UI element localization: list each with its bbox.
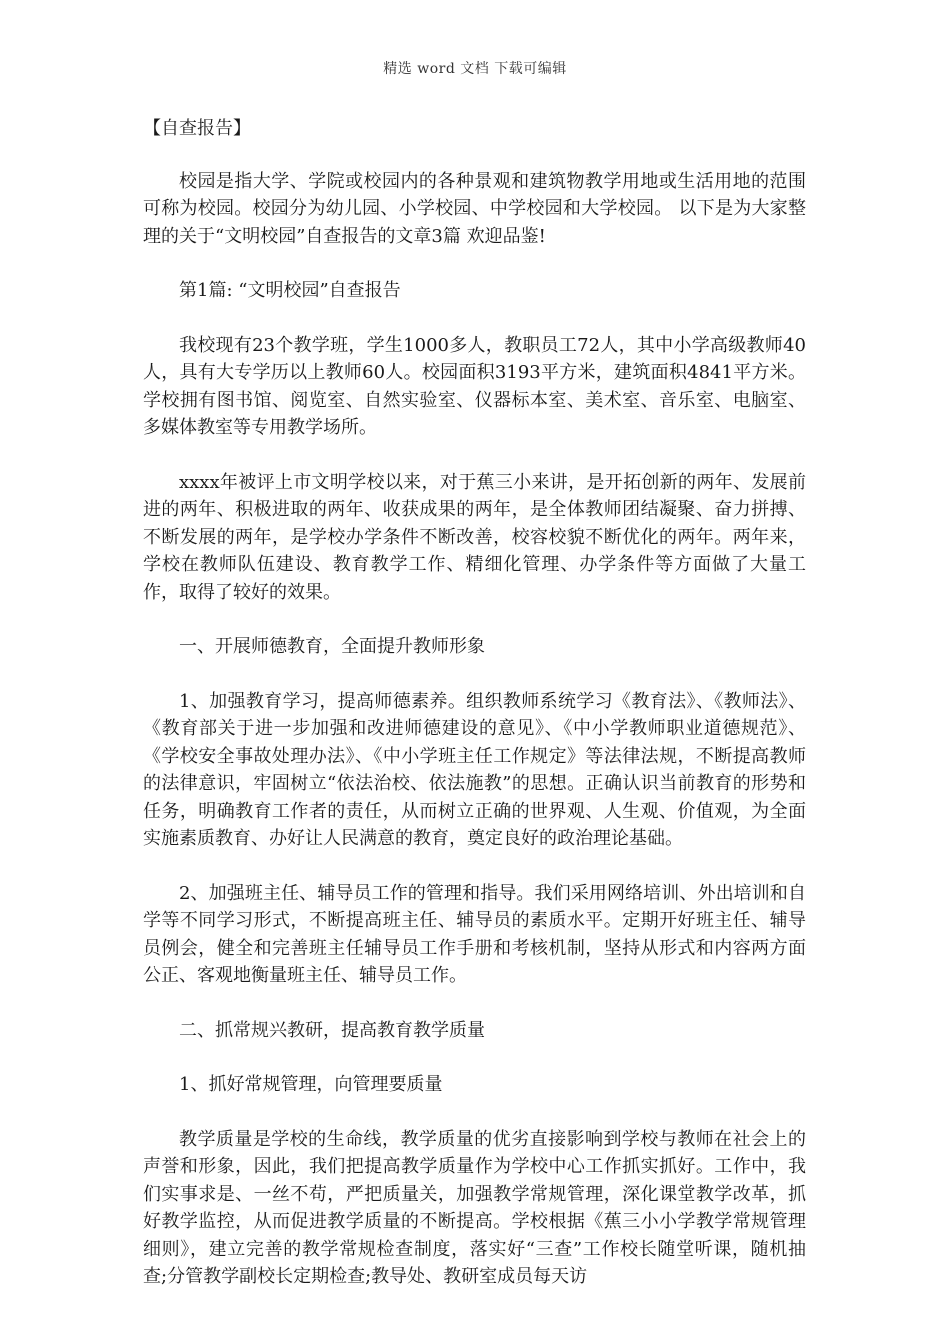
body-paragraph: xxxx年被评上市文明学校以来，对于蕉三小来讲，是开拓创新的两年、发展前进的两年、积极进取的两年、收获成果的两年，是全体教师团结凝聚、奋力拼搏、不断发展的两年，是学校办学条件不断改善，校容校貌不断优化的两年。两年来，学校在教师队伍建设、教育教学工作、精细化管理、办学条件等方面做了大量工作，取得了较好的效果。 xyxy=(143,471,806,603)
intro-paragraph: 校园是指大学、学院或校园内的各种景观和建筑物教学用地或生活用地的范围可称为校园。校园分为幼儿园、小学校园、中学校园和大学校园。 以下是为大家整理的关于“文明校园”自查报告的文章3篇 欢迎品鉴! xyxy=(143,170,806,247)
body-paragraph: 教学质量是学校的生命线，教学质量的优劣直接影响到学校与教师在社会上的声誉和形象，因此，我们把提高教学质量作为学校中心工作抓实抓好。工作中，我们实事求是、一丝不苟，严把质量关，加强教学常规管理，深化课堂教学改革，抓好教学监控，从而促进教学质量的不断提高。学校根据《蕉三小小学教学常规管理细则》，建立完善的教学常规检查制度，落实好“三查”工作校长随堂听课，随机抽查;分管教学副校长定期检查;教导处、教研室成员每天访 xyxy=(143,1128,806,1287)
body-paragraph: 1、加强教育学习，提高师德素养。组织教师系统学习《教育法》、《教师法》、《教育部关于进一步加强和改进师德建设的意见》、《中小学教师职业道德规范》、《学校安全事故处理办法》、《中小学班主任工作规定》等法律法规，不断提高教师的法律意识，牢固树立“依法治校、依法施教”的思想。正确认识当前教育的形势和任务，明确教育工作者的责任，从而树立正确的世界观、人生观、价值观，为全面实施素质教育、办好让人民满意的教育，奠定良好的政治理论基础。 xyxy=(143,690,806,849)
body-paragraph: 我校现有23个教学班，学生1000多人，教职员工72人，其中小学高级教师40人，具有大专学历以上教师60人。校园面积3193平方米，建筑面积4841平方米。学校拥有图书馆、阅览室、自然实验室、仪器标本室、美术室、音乐室、电脑室、多媒体教室等专用教学场所。 xyxy=(143,334,806,438)
subsection-heading: 一、开展师德教育，全面提升教师形象 xyxy=(179,636,485,657)
body-paragraph: 2、加强班主任、辅导员工作的管理和指导。我们采用网络培训、外出培训和自学等不同学习形式，不断提高班主任、辅导员的素质水平。定期开好班主任、辅导员例会，健全和完善班主任辅导员工作手册和考核机制，坚持从形式和内容两方面公正、客观地衡量班主任、辅导员工作。 xyxy=(143,882,806,986)
document-title: 【自查报告】 xyxy=(143,118,251,139)
subsection-heading: 1、抓好常规管理，向管理要质量 xyxy=(179,1074,443,1095)
subsection-heading: 二、抓常规兴教研，提高教育教学质量 xyxy=(179,1019,485,1041)
page-header: 精选 word 文档 下载可编辑 xyxy=(383,61,567,77)
document-body xyxy=(143,115,806,1318)
section-heading: 第1篇: “文明校园”自查报告 xyxy=(179,280,401,301)
